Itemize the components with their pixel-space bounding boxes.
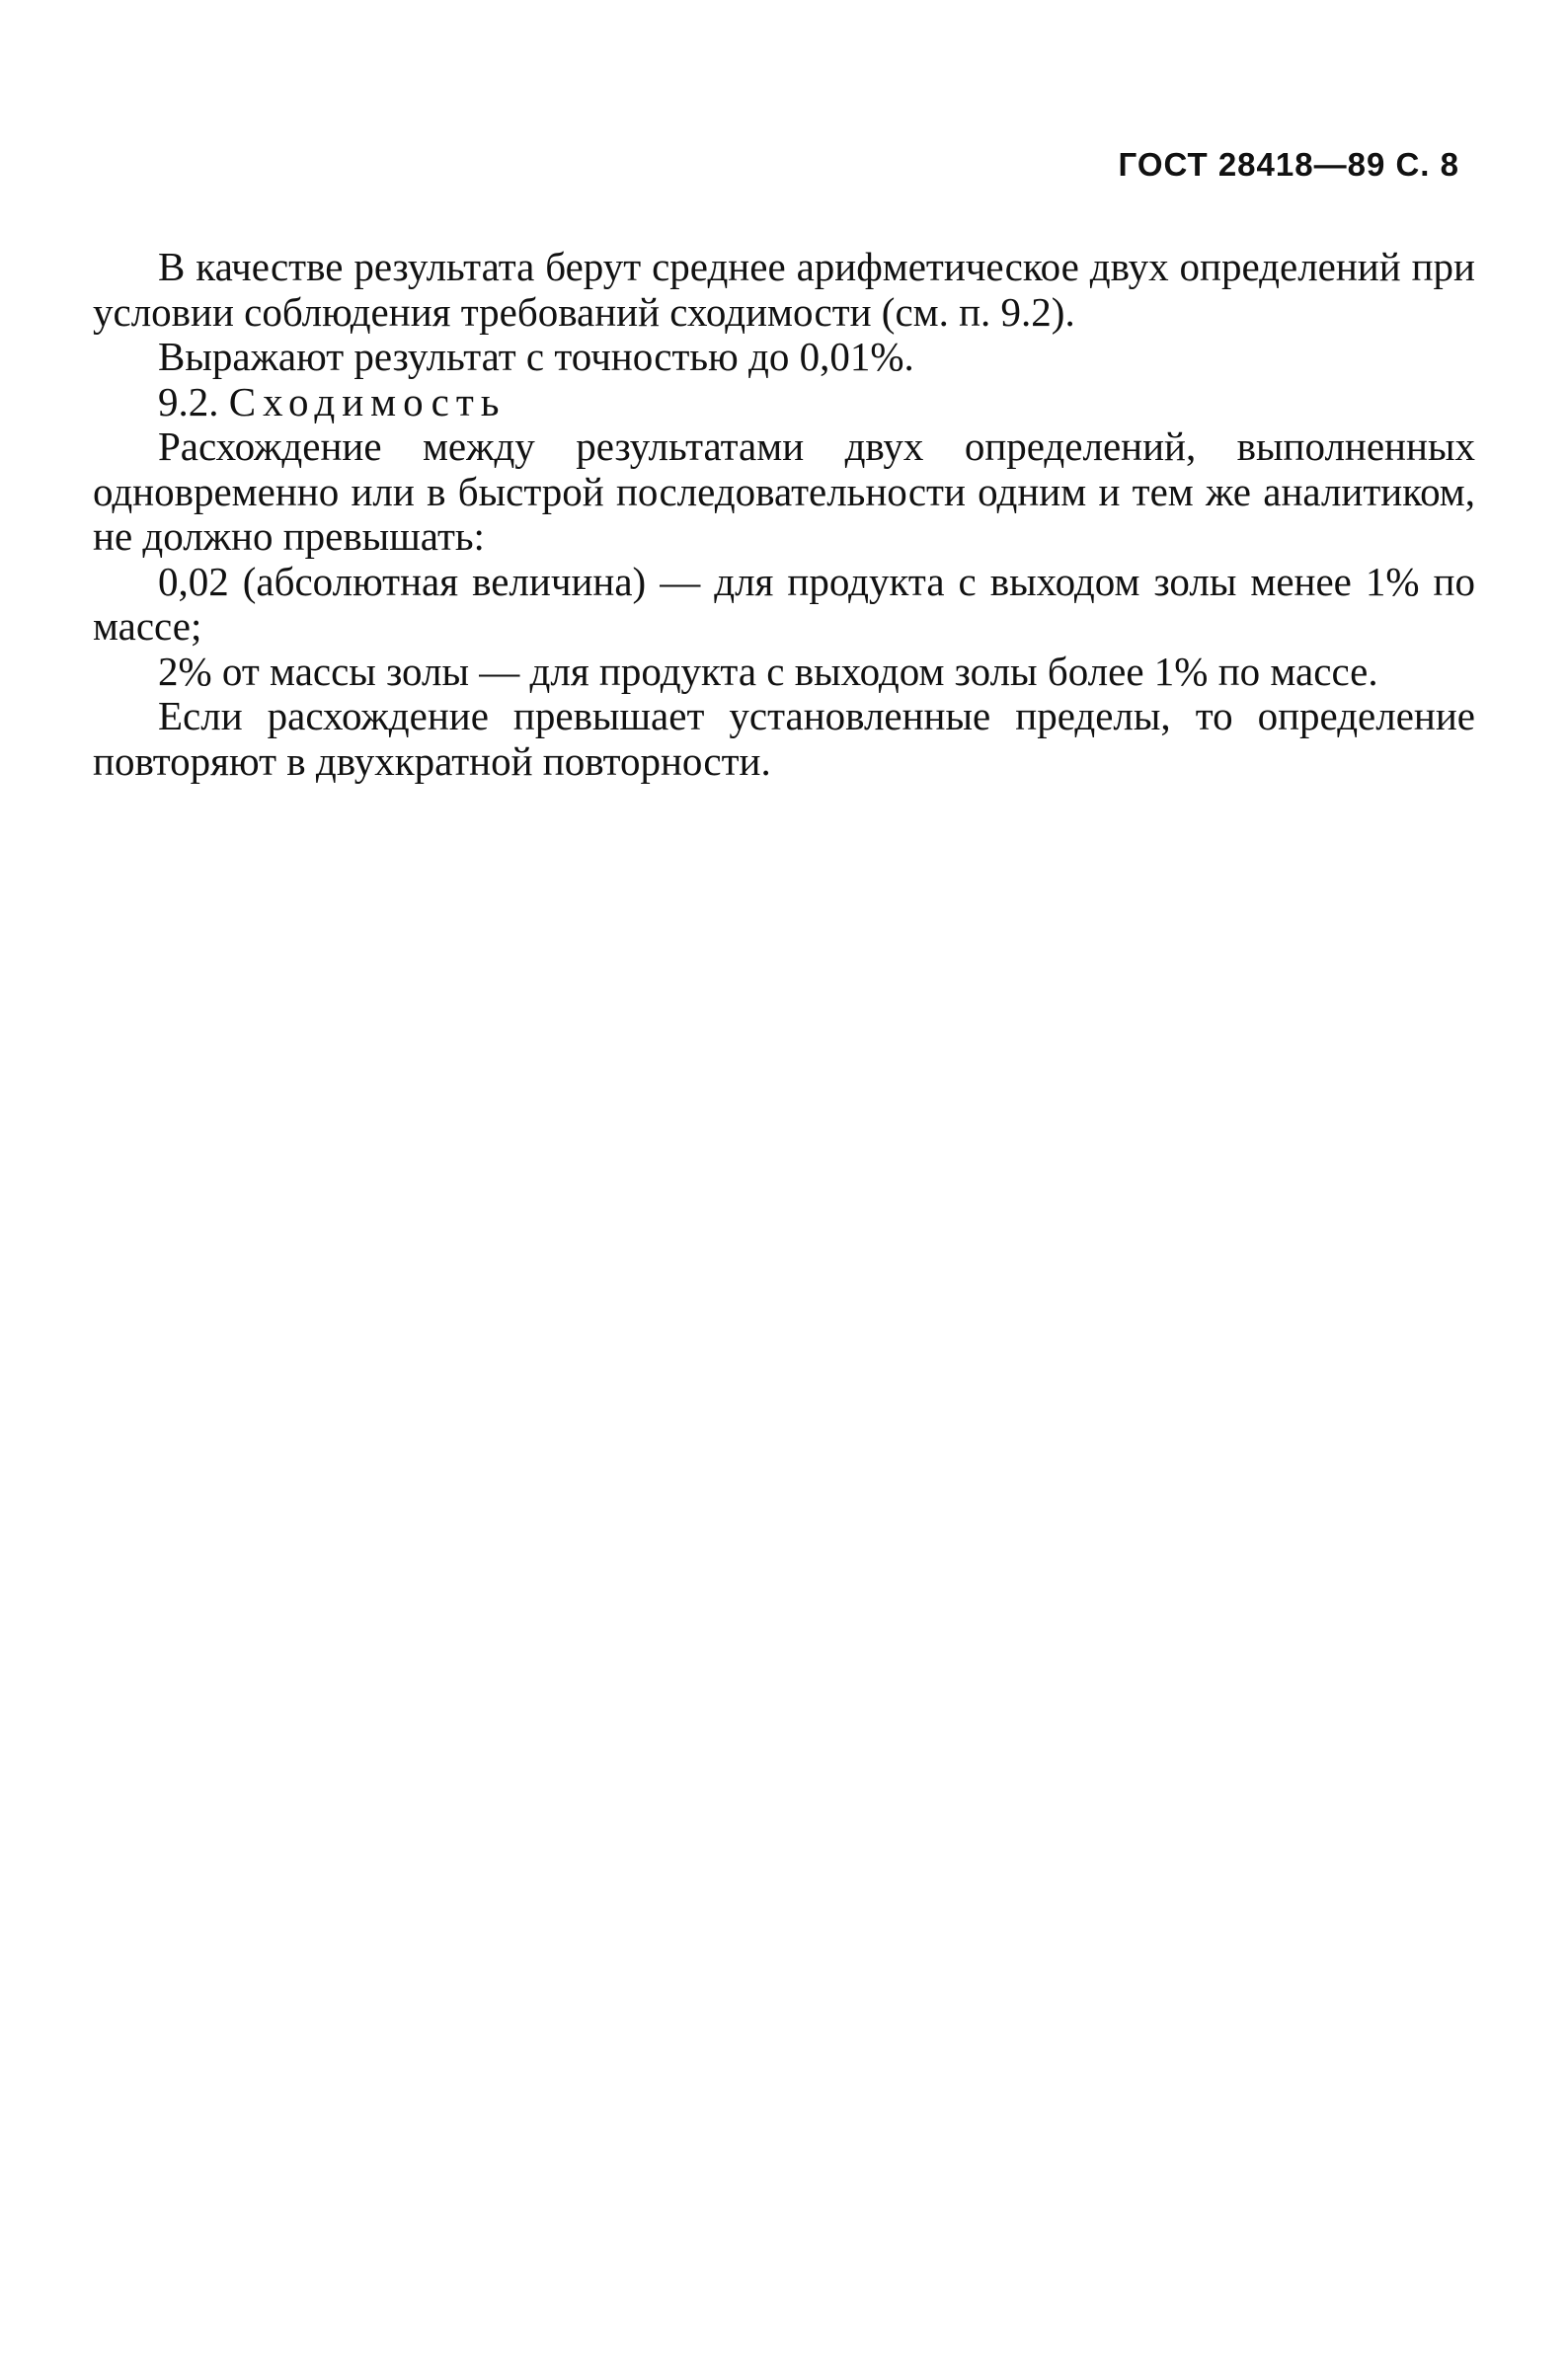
paragraph-discrepancy: Расхождение между результатами двух определений, выполненных одновременно или в быстрой последовательности одним и тем же аналитиком, не должно превышать: <box>93 423 1475 559</box>
paragraph-exceeded: Если расхождение превышает установленные пределы, то определение повторяют в двухкратной повторности. <box>93 693 1475 784</box>
section-heading <box>93 380 1475 425</box>
document-body <box>93 245 1475 784</box>
section-title: Сходимость <box>228 378 507 424</box>
paragraph-result-precision: Выражают результат с точностью до 0,01%. <box>158 334 914 379</box>
section-number: 9.2. <box>158 378 219 424</box>
paragraph-low-ash: 0,02 (абсолютная величина) — для продукта с выходом золы менее 1% по массе; <box>93 558 1475 649</box>
page-header: ГОСТ 28418—89 С. 8 <box>1118 146 1459 183</box>
paragraph-high-ash: 2% от массы золы — для продукта с выходом золы более 1% по массе. <box>158 648 1378 694</box>
paragraph-result-average: В качестве результата берут среднее арифметическое двух определений при условии соблюдения требований сходимости (см. п. 9.2). <box>93 244 1475 335</box>
